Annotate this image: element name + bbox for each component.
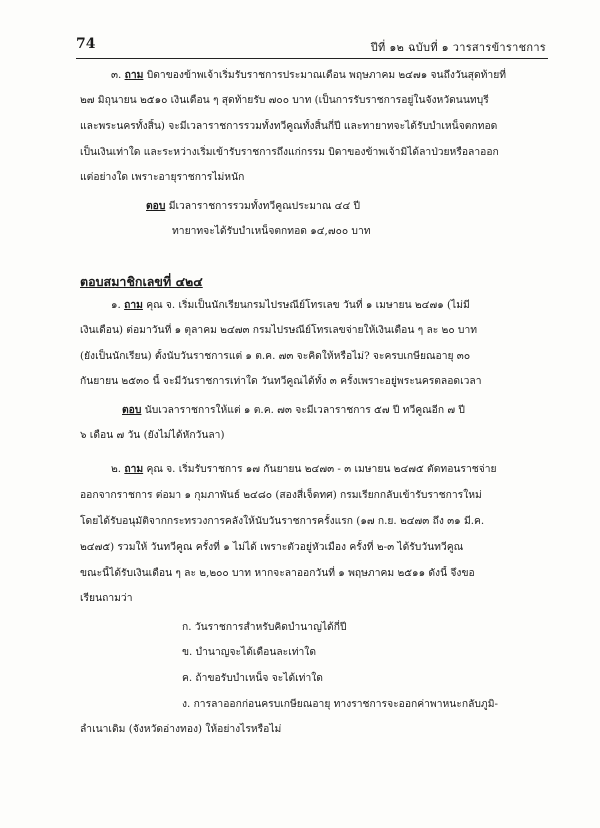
q3-number: ๓.	[111, 69, 122, 81]
q1-answer-line-1	[122, 403, 550, 417]
q1-line-3: (ยังเป็นนักเรียน) ตั้งนับวันราชการแต่ ๑ ต.ค. ๗๓ จะคิดให้หรือไม่? จะครบเกษียณอายุ ๓๐	[80, 350, 471, 362]
q1-line-2: เงินเดือน) ต่อมาวันที่ ๑ ตุลาคม ๒๔๗๓ กรมไปรษณีย์โทรเลขจ่ายให้เงินเดือน ๆ ละ ๒๐ บาท	[80, 324, 478, 336]
q3-answer-line-1	[146, 199, 550, 213]
running-title: ปีที่ ๑๒ ฉบับที่ ๑ วารสารข้าราชการ	[370, 41, 546, 54]
q2-line-4: ๒๔๗๕) รวมให้ วันทวีคูณ ครั้งที่ ๑ ไม่ได้ เพราะตัวอยู่หัวเมือง ครั้งที่ ๒-๓ ได้รับวันทวีคูณ	[80, 541, 464, 553]
q3-answer-label: ตอบ	[146, 200, 166, 212]
q3-ask-label: ถาม	[124, 69, 144, 81]
member-heading: ตอบสมาชิกเลขที่ ๔๒๔	[80, 274, 203, 289]
q2-line-1	[111, 462, 550, 476]
q3-line-2: ๒๗ มิถุนายน ๒๕๑๐ เงินเดือน ๆ สุดท้ายรับ ๗๐๐ บาท (เป็นการรับราชการอยู่ในจังหวัดนนทบุรี	[80, 94, 489, 106]
q2-line-6: เรียนถามว่า	[80, 592, 133, 604]
page-number: 74	[76, 36, 96, 52]
q2-ask-label: ถาม	[124, 463, 144, 475]
q1-answer-label: ตอบ	[122, 404, 142, 416]
q1-line-1	[111, 298, 550, 312]
q1-text: คุณ จ. เริ่มเป็นนักเรียนกรมไปรษณีย์โทรเลข วันที่ ๑ เมษายน ๒๔๗๑ (ไม่มี	[146, 299, 470, 311]
q2-text: คุณ จ. เริ่มรับราชการ ๑๗ กันยายน ๒๔๗๓ - ๓ เมษายน ๒๔๗๕ ตัดทอนราชจ่าย	[146, 463, 497, 475]
q1-ask-label: ถาม	[124, 299, 143, 311]
q1-number: ๑.	[111, 299, 121, 311]
q3-line-3: และพระนครทั้งสิ้น) จะมีเวลาราชการรวมทั้งทวีคูณทั้งสิ้นกี่ปี และทายาทจะได้รับบำเหน็จตกทอด	[80, 120, 498, 132]
q3-line-5: แต่อย่างใด เพราะอายุราชการไม่หนัก	[80, 171, 245, 183]
q2-item-b: ข. บำนาญจะได้เดือนละเท่าใด	[182, 646, 317, 658]
q2-line-5: ขณะนี้ได้รับเงินเดือน ๆ ละ ๒,๒๐๐ บาท หากจะลาออกวันที่ ๑ พฤษภาคม ๒๕๑๑ ดังนี้ จึงขอ	[80, 567, 475, 579]
q2-item-d: ง. การลาออกก่อนครบเกษียณอายุ ทางราชการจะออกค่าพาหนะกลับภูมิ-	[182, 698, 498, 710]
q3-answer-text: มีเวลาราชการรวมทั้งทวีคูณประมาณ ๔๔ ปี	[168, 200, 361, 212]
q2-last-line: ลำเนาเดิม (จังหวัดอ่างทอง) ให้อย่างไรหรือไม่	[80, 723, 282, 735]
q3-line-4: เป็นเงินเท่าใด และระหว่างเริ่มเข้ารับราชการถึงแก่กรรม บิดาของข้าพเจ้ามิได้ลาป่วยหรือลาออก	[80, 146, 499, 158]
q3-line-1	[111, 68, 550, 82]
q2-number: ๒.	[111, 463, 122, 475]
q2-item-c: ค. ถ้าขอรับบำเหน็จ จะได้เท่าใด	[182, 672, 323, 684]
q3-text: บิดาของข้าพเจ้าเริ่มรับราชการประมาณเดือน พฤษภาคม ๒๔๗๑ จนถึงวันสุดท้ายที่	[146, 69, 507, 81]
q1-answer-text: นับเวลาราชการให้แต่ ๑ ต.ค. ๗๓ จะมีเวลาราชการ ๕๗ ปี ทวีคูณอีก ๗ ปี	[144, 404, 465, 416]
q2-line-3: โดยได้รับอนุมัติจากกระทรวงการคลังให้นับวันราชการครั้งแรก (๑๗ ก.ย. ๒๔๗๓ ถึง ๓๑ มี.ค.	[80, 515, 485, 527]
q2-line-2: ออกจากราชการ ต่อมา ๑ กุมภาพันธ์ ๒๔๘๐ (สองสี่เจ็ดทศ) กรมเรียกกลับเข้ารับราชการใหม่	[80, 489, 482, 501]
q2-item-a: ก. วันราชการสำหรับคิดบำนาญได้กี่ปี	[182, 621, 347, 633]
q1-answer-line-2: ๖ เดือน ๗ วัน (ยังไม่ได้หักวันลา)	[80, 429, 225, 441]
header-rule	[76, 58, 548, 59]
q1-line-4: กันยายน ๒๕๓๐ นี้ จะมีวันราชการเท่าใด วันทวีคูณได้ทั้ง ๓ ครั้งเพราะอยู่พระนครตลอดเวลา	[80, 375, 482, 387]
page-header	[76, 36, 546, 56]
q3-answer-line-2: ทายาทจะได้รับบำเหน็จตกทอด ๑๔,๗๐๐ บาท	[172, 225, 371, 237]
